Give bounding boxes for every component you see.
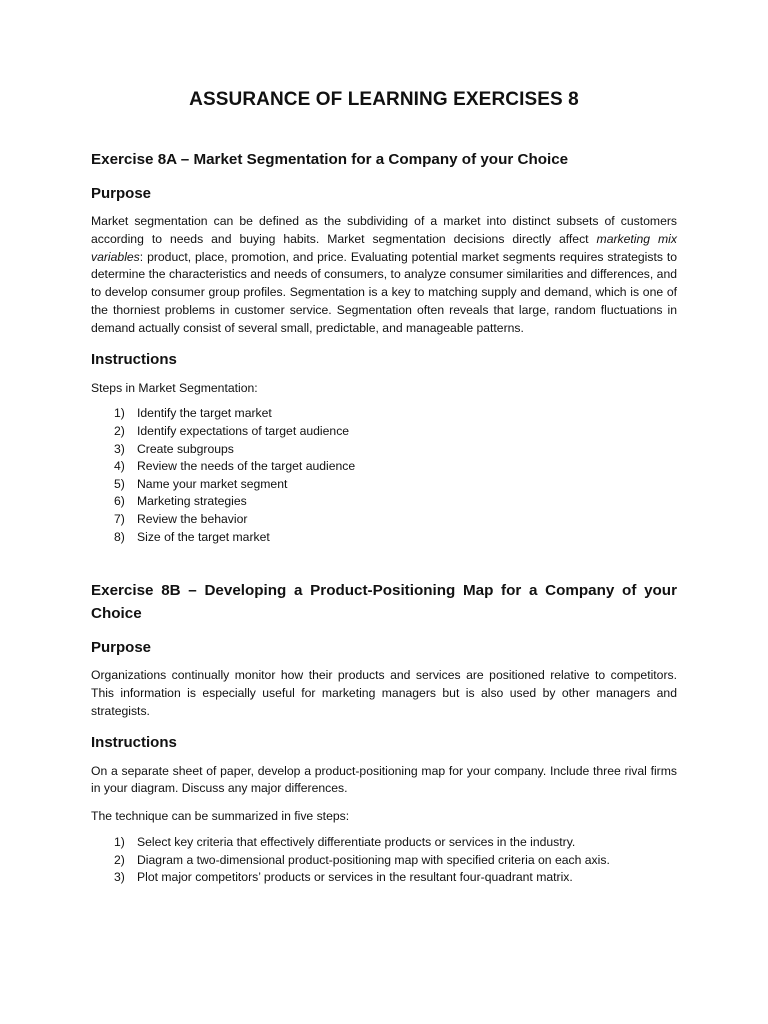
exercise-8a-steps-list (91, 405, 677, 546)
list-item-text: Review the behavior (137, 511, 248, 526)
list-item-number: 2) (114, 852, 125, 867)
exercise-8b-instructions-text: On a separate sheet of paper, develop a product-positioning map for your company. Include three rival firms in your diagram. Discuss any major differences. (91, 763, 677, 796)
exercise-8a-title: Exercise 8A – Market Segmentation for a Company of your Choice (91, 151, 569, 168)
list-item-number: 7) (114, 511, 125, 526)
list-item (91, 476, 677, 494)
list-item (91, 529, 677, 547)
exercise-8b-steps-list (91, 834, 677, 887)
list-item-number: 5) (114, 476, 125, 491)
list-item-number: 2) (114, 423, 125, 438)
exercise-8b-steps-intro: The technique can be summarized in five steps: (91, 809, 350, 824)
exercise-8b-instructions-heading: Instructions (91, 733, 177, 751)
list-item (91, 441, 677, 459)
list-item (91, 852, 677, 870)
list-item-number: 3) (114, 870, 125, 885)
list-item-text: Select key criteria that effectively differentiate products or services in the industry. (137, 834, 576, 849)
list-item-text: Diagram a two-dimensional product-positioning map with specified criteria on each axis. (137, 852, 610, 867)
list-item (91, 511, 677, 529)
exercise-8b-purpose-heading: Purpose (91, 639, 152, 657)
exercise-8a-instructions-heading: Instructions (91, 350, 177, 368)
list-item (91, 493, 677, 511)
list-item-number: 8) (114, 529, 125, 544)
exercise-8a-steps-intro: Steps in Market Segmentation: (91, 380, 258, 395)
list-item (91, 869, 677, 887)
exercise-8b-title: Exercise 8B – Developing a Product-Positioning Map for a Company of your Choice (91, 582, 677, 623)
list-item-text: Size of the target market (137, 529, 270, 544)
list-item-text: Identify expectations of target audience (137, 423, 350, 438)
list-item-text: Identify the target market (137, 406, 272, 421)
purpose-text-part-1: Market segmentation can be defined as the subdividing of a market into distinct subsets of customers according to needs and buying habits. Market segmentation decisions directly affect (91, 214, 677, 246)
list-item-number: 6) (114, 494, 125, 509)
list-item-text: Marketing strategies (137, 494, 247, 509)
list-item-text: Review the needs of the target audience (137, 459, 356, 474)
exercise-8a-purpose-text (91, 213, 677, 338)
list-item-number: 1) (114, 834, 125, 849)
list-item-text: Create subgroups (137, 441, 234, 456)
purpose-text-emphasis: marketing mix variables (91, 231, 677, 264)
exercise-8a-purpose-heading: Purpose (91, 185, 152, 202)
list-item (91, 458, 677, 476)
list-item-text: Plot major competitors’ products or services in the resultant four-quadrant matrix. (137, 870, 573, 885)
list-item-text: Name your market segment (137, 476, 288, 491)
list-item (91, 405, 677, 423)
list-item (91, 834, 677, 852)
document-title: ASSURANCE OF LEARNING EXERCISES 8 (189, 89, 579, 110)
list-item-number: 3) (114, 441, 125, 456)
list-item (91, 423, 677, 441)
list-item-number: 4) (114, 459, 125, 474)
purpose-text-part-2: : product, place, promotion, and price. Evaluating potential market segments requires strategists to determine the characteristics and needs of consumers, to analyze consumer similarities and differences, and to develop consumer group profiles. Segmentation is a key to matching supply and demand, which is one of the thorniest problems in customer service. Segmentation often reveals that large, random fluctuations in demand actually consist of several small, predictable, and manageable patterns. (91, 249, 677, 335)
exercise-8b-purpose-text: Organizations continually monitor how their products and services are positioned relative to competitors. This information is especially useful for marketing managers but is also used by other managers and strategists. (91, 668, 677, 718)
list-item-number: 1) (114, 406, 125, 421)
